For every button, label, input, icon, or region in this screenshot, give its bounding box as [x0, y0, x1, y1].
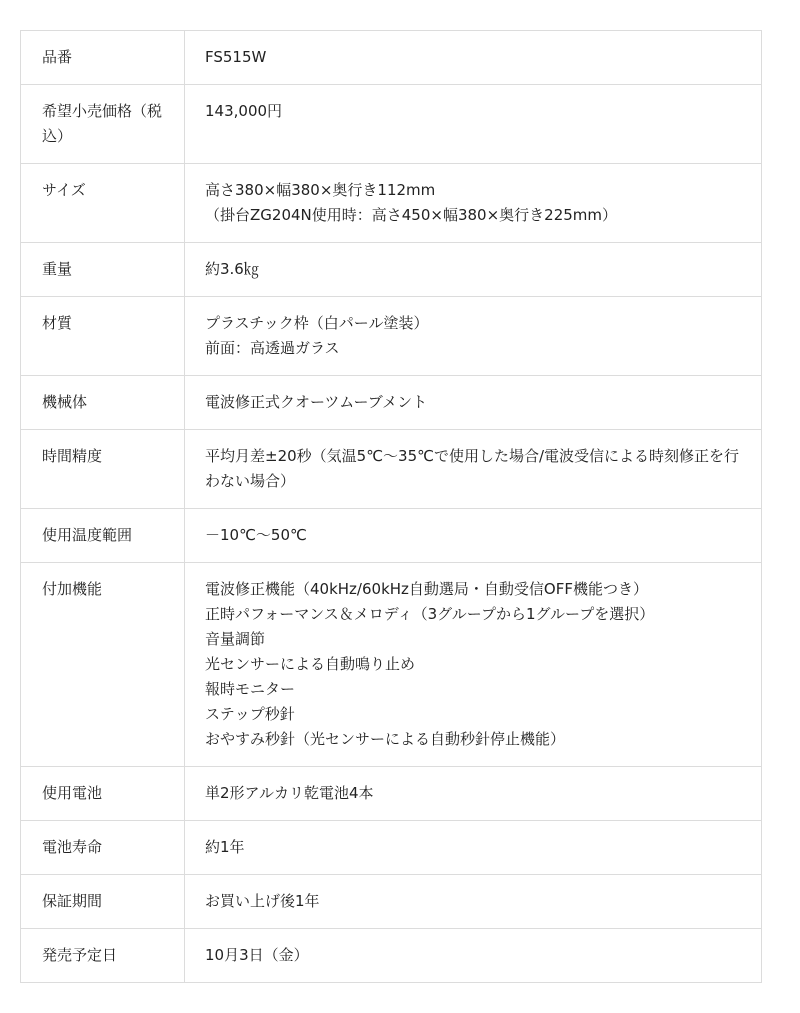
spec-value-line: お買い上げ後1年 [205, 892, 320, 910]
spec-row-features [21, 563, 762, 767]
spec-value [185, 297, 762, 376]
spec-value-line: 光センサーによる自動鳴り止め [205, 655, 416, 673]
spec-value-line: 正時パフォーマンス＆メロディ（3グループから1グループを選択） [205, 605, 655, 623]
spec-row-price [21, 85, 762, 164]
spec-table-body [21, 31, 762, 983]
spec-row-operating-temperature [21, 509, 762, 563]
spec-label: 機械体 [21, 376, 185, 430]
spec-value-line: －10℃〜50℃ [205, 526, 307, 544]
spec-value-line: FS515W [205, 48, 267, 66]
spec-table [20, 30, 762, 983]
spec-value-line: おやすみ秒針（光センサーによる自動秒針停止機能） [205, 730, 566, 748]
spec-value-line: プラスチック枠（白パール塗装） [205, 314, 429, 332]
spec-value-line: （掛台ZG204N使用時：高さ450×幅380×奥行き225mm） [205, 206, 618, 224]
spec-row-weight [21, 243, 762, 297]
spec-label: サイズ [21, 164, 185, 243]
spec-value-line: 前面：高透過ガラス [205, 339, 340, 357]
spec-value-line: ステップ秒針 [205, 705, 295, 723]
spec-value [185, 376, 762, 430]
spec-value-line: 10月3日（金） [205, 946, 309, 964]
spec-value-line: 電波修正式クオーツムーブメント [205, 393, 428, 411]
spec-value [185, 243, 762, 297]
spec-label: 材質 [21, 297, 185, 376]
spec-row-release-date [21, 929, 762, 983]
spec-row-warranty [21, 875, 762, 929]
spec-row-material [21, 297, 762, 376]
spec-value-line: 約1年 [205, 838, 245, 856]
spec-label: 保証期間 [21, 875, 185, 929]
spec-value-line: 単2形アルカリ乾電池4本 [205, 784, 374, 802]
spec-label: 発売予定日 [21, 929, 185, 983]
spec-value [185, 875, 762, 929]
spec-label: 時間精度 [21, 430, 185, 509]
spec-value-line: 報時モニター [205, 680, 296, 698]
spec-value-line: 約3.6㎏ [205, 260, 259, 278]
spec-value-line: 143,000円 [205, 102, 283, 120]
spec-value-line: 電波修正機能（40kHz/60kHz自動選局・自動受信OFF機能つき） [205, 580, 648, 598]
spec-row-accuracy [21, 430, 762, 509]
spec-label: 電池寿命 [21, 821, 185, 875]
spec-label: 希望小売価格（税込） [21, 85, 185, 164]
spec-value-line: 高さ380×幅380×奥行き112mm [205, 181, 436, 199]
spec-label: 使用電池 [21, 767, 185, 821]
spec-value [185, 767, 762, 821]
spec-value [185, 821, 762, 875]
spec-value [185, 509, 762, 563]
spec-value-line: 平均月差±20秒（気温5℃〜35℃で使用した場合/電波受信による時刻修正を行わない場合） [205, 447, 740, 490]
spec-value [185, 164, 762, 243]
spec-value [185, 31, 762, 85]
spec-value-line: 音量調節 [205, 630, 266, 648]
spec-row-battery [21, 767, 762, 821]
spec-value [185, 929, 762, 983]
spec-value [185, 430, 762, 509]
spec-row-battery-life [21, 821, 762, 875]
spec-row-size [21, 164, 762, 243]
spec-row-movement [21, 376, 762, 430]
spec-value [185, 563, 762, 767]
spec-row-part-number [21, 31, 762, 85]
spec-label: 品番 [21, 31, 185, 85]
spec-label: 使用温度範囲 [21, 509, 185, 563]
spec-value [185, 85, 762, 164]
spec-label: 重量 [21, 243, 185, 297]
spec-label: 付加機能 [21, 563, 185, 767]
